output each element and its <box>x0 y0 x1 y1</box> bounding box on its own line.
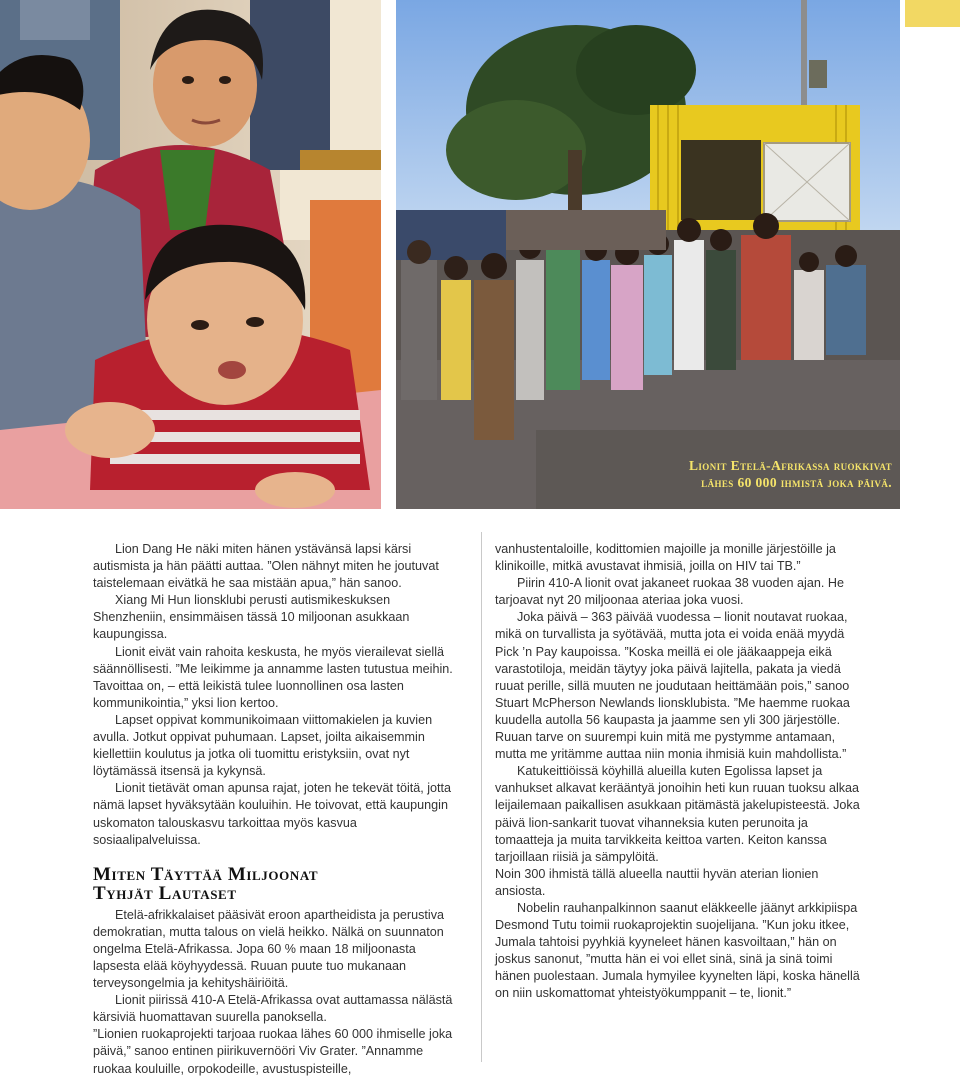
article-column-left <box>93 541 463 1078</box>
paragraph: Nobelin rauhanpalkinnon saanut eläkkeelle jäänyt arkkipiispa Desmond Tutu toimii ruokaprojektin suojelijana. ”Kun joku itkee, Jumala tahtoisi pyyhkiä kyyneleet hänen kasvoiltaan,” hän on joskus sanonut, ”mutta hän ei voi ellet sinä, sinä ja sinä toimi hänen puolestaan. Jumala hymyilee kyynelten läpi, koska hänellä on niin uskomattomat yhteistyökumppanit – te, lionit.” <box>495 900 860 1001</box>
photo-food-queue-illustration <box>396 0 900 509</box>
paragraph: Katukeittiöissä köyhillä alueilla kuten Egolissa lapset ja vanhukset alkavat kerääntyä jonoihin heti kun ruuan tuoksu alkaa leijailemaan paikallisen asukkaan pitämästä jakelupisteestä. Joka päivä lion-sankarit tuovat vihanneksia kuten perunoita ja tomaatteja ja muita tarvikkeita keittoa varten. Keiton kanssa tarjoillaan riisiä ja sämpylöitä. <box>495 764 860 864</box>
section-heading-line-2: Tyhjät Lautaset <box>93 882 237 904</box>
paragraph: Lionit eivät vain rahoita keskusta, he myös vierailevat siellä säännöllisesti. ”Me leikimme ja annamme lasten tutustua meihin. Tavoittaa on, – että leikistä tulee luonnollinen osa lasten kommunikointia,” yksi lion kertoo. <box>93 644 453 710</box>
caption-line-1: Lionit Etelä-Afrikassa ruokkivat <box>688 458 892 473</box>
photo-children-illustration <box>0 0 381 509</box>
article-column-right <box>495 541 863 1003</box>
paragraph: Lionit piirissä 410-A Etelä-Afrikassa ovat auttamassa nälästä kärsiviä huomattavan suurella panoksella. <box>93 993 453 1025</box>
column-divider <box>481 532 482 1062</box>
paragraph: Xiang Mi Hun lionsklubi perusti autismikeskuksen Shenzheniin, ensimmäisen tässä 10 miljoonan asukkaan kaupungissa. <box>93 593 410 642</box>
paragraph: Lion Dang He näki miten hänen ystävänsä lapsi kärsi autismista ja hän päätti auttaa. ”Olen nähnyt miten he joutuvat taistelemaan eivätkä he saa mistään apua,” hän sanoo. <box>93 542 439 591</box>
section-heading <box>93 865 463 903</box>
section-heading-line-1: Miten Täyttää Miljoonat <box>93 863 319 885</box>
paragraph: Joka päivä – 363 päivää vuodessa – lionit noutavat ruokaa, mikä on turvallista ja syötävää, mutta jota ei voida enää myydä Pick ’n Pay kaupoissa. ”Koska meillä ei ole jääkaappeja eikä varastotiloja, meidän täytyy joka päivä lajitella, pakata ja viedä ruuat perille, sillä muuten ne joudutaan heittämään pois,” sanoo Stuart McPherson Newlands lionsklubista. ”Me haemme ruokaa kuudella autolla 56 kaupasta ja jaamme sen yli 300 järjestölle. Ruuan tarve on suurempi kuin mitä me pystymme antamaan, mutta me yritämme auttaa niin monia ihmisiä kuin mahdollista.” <box>495 610 850 762</box>
photo-food-queue <box>396 0 900 509</box>
paragraph: Lionit tietävät oman apunsa rajat, joten he tekevät töitä, jotta nämä lapset hyväksytään kouluihin. He toivovat, että kaupungin uskomaton talouskasvu tarkoittaa myös kasvua sosiaalipalveluissa. <box>93 781 452 847</box>
page-corner-tab <box>905 0 960 27</box>
paragraph: Etelä-afrikkalaiset pääsivät eroon apartheidista ja perustiva demokratian, mutta talous on vielä heikko. Nälkä on suunnaton ongelma Etelä-Afrikassa. Jopa 60 % maan 18 miljoonasta lapsesta elää köyhyydessä. Ruuan puute tuo mukanaan terveysongelmia ja kehityshäiriöitä. <box>93 907 445 991</box>
paragraph: Piirin 410-A lionit ovat jakaneet ruokaa 38 vuoden ajan. He tarjoavat nyt 20 miljoonaa ateriaa joka vuosi. <box>495 576 844 608</box>
photo-children-autism-center <box>0 0 381 509</box>
caption-line-2: lähes 60 000 ihmistä joka päivä. <box>701 475 892 490</box>
paragraph: ”Lionien ruokaprojekti tarjoaa ruokaa lähes 60 000 ihmiselle joka päivä,” sanoo entinen piirikuvernööri Viv Grater. ”Annamme ruokaa kouluille, orpokodeille, avustuspisteille, <box>93 1027 453 1076</box>
paragraph: vanhustentaloille, kodittomien majoille ja monille järjestöille ja klinikoille, mitkä avustavat ihmisiä, joilla on HIV tai TB.” <box>495 542 836 574</box>
paragraph: Lapset oppivat kommunikoimaan viittomakielen ja kuvien avulla. Jotkut oppivat puhumaan. Lapset, joilta aikaisemmin kiellettiin koulutus ja jotka oli tuomittu eristyksiin, ovat nyt löytämässä itsensä ja kykynsä. <box>93 712 433 779</box>
paragraph: Noin 300 ihmistä tällä alueella nauttii hyvän aterian lionien ansiosta. <box>495 866 819 898</box>
photo-caption <box>582 457 892 491</box>
